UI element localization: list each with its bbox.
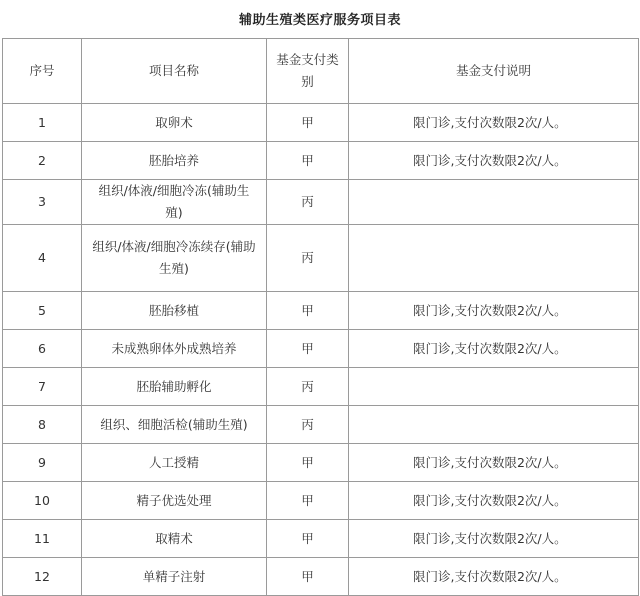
row-category: 丙 [267, 180, 349, 225]
table-row [3, 558, 639, 596]
row-note [349, 225, 639, 292]
row-category: 甲 [267, 558, 349, 596]
table-row [3, 142, 639, 180]
row-name: 未成熟卵体外成熟培养 [82, 330, 267, 368]
table-row [3, 368, 639, 406]
table-row [3, 292, 639, 330]
row-name: 精子优选处理 [82, 482, 267, 520]
row-note [349, 180, 639, 225]
row-category: 甲 [267, 330, 349, 368]
row-category: 甲 [267, 104, 349, 142]
header-category: 基金支付类别 [267, 39, 349, 104]
row-category: 甲 [267, 444, 349, 482]
row-category: 丙 [267, 225, 349, 292]
row-note: 限门诊,支付次数限2次/人。 [349, 482, 639, 520]
table-row [3, 482, 639, 520]
table-row [3, 406, 639, 444]
row-no: 12 [3, 558, 82, 596]
row-category: 甲 [267, 520, 349, 558]
row-name: 取精术 [82, 520, 267, 558]
row-no: 10 [3, 482, 82, 520]
table-row [3, 225, 639, 292]
row-no: 6 [3, 330, 82, 368]
row-no: 9 [3, 444, 82, 482]
header-no: 序号 [3, 39, 82, 104]
table-row [3, 180, 639, 225]
table-row [3, 104, 639, 142]
row-no: 1 [3, 104, 82, 142]
table-row [3, 330, 639, 368]
row-note: 限门诊,支付次数限2次/人。 [349, 330, 639, 368]
row-note: 限门诊,支付次数限2次/人。 [349, 444, 639, 482]
row-no: 8 [3, 406, 82, 444]
row-name: 人工授精 [82, 444, 267, 482]
row-name: 单精子注射 [82, 558, 267, 596]
row-no: 11 [3, 520, 82, 558]
header-note: 基金支付说明 [349, 39, 639, 104]
table-row [3, 444, 639, 482]
row-no: 5 [3, 292, 82, 330]
row-note: 限门诊,支付次数限2次/人。 [349, 292, 639, 330]
row-note: 限门诊,支付次数限2次/人。 [349, 104, 639, 142]
row-note [349, 368, 639, 406]
service-items-table [2, 38, 639, 596]
row-no: 4 [3, 225, 82, 292]
row-no: 2 [3, 142, 82, 180]
row-note: 限门诊,支付次数限2次/人。 [349, 558, 639, 596]
table-row [3, 520, 639, 558]
row-category: 甲 [267, 142, 349, 180]
table-header-row [3, 39, 639, 104]
table-title: 辅助生殖类医疗服务项目表 [238, 13, 401, 28]
row-name: 胚胎辅助孵化 [82, 368, 267, 406]
row-category: 丙 [267, 368, 349, 406]
row-note: 限门诊,支付次数限2次/人。 [349, 142, 639, 180]
row-note: 限门诊,支付次数限2次/人。 [349, 520, 639, 558]
row-name: 胚胎移植 [82, 292, 267, 330]
header-name: 项目名称 [82, 39, 267, 104]
row-name: 胚胎培养 [82, 142, 267, 180]
row-category: 甲 [267, 482, 349, 520]
row-name: 组织/体液/细胞冷冻续存(辅助生殖) [82, 225, 267, 292]
row-category: 甲 [267, 292, 349, 330]
row-no: 7 [3, 368, 82, 406]
row-no: 3 [3, 180, 82, 225]
row-name: 取卵术 [82, 104, 267, 142]
row-category: 丙 [267, 406, 349, 444]
row-name: 组织、细胞活检(辅助生殖) [82, 406, 267, 444]
row-name: 组织/体液/细胞冷冻(辅助生殖) [82, 180, 267, 225]
row-note [349, 406, 639, 444]
